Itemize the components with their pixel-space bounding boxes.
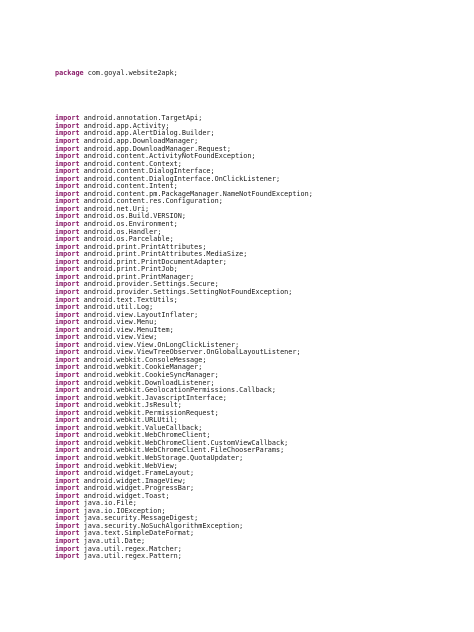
import-path: java.text.SimpleDateFormat; xyxy=(83,529,195,538)
import-keyword: import xyxy=(55,469,80,478)
import-keyword: import xyxy=(55,537,80,545)
import-path: android.view.ViewTreeObserver.OnGlobalLayoutListener; xyxy=(83,348,301,357)
import-keyword: import xyxy=(55,446,80,455)
import-keyword: import xyxy=(55,280,80,289)
import-keyword: import xyxy=(55,144,80,153)
import-path: android.print.PrintAttributes; xyxy=(83,242,207,251)
import-path: java.util.regex.Pattern; xyxy=(83,552,182,561)
import-path: android.webkit.JavascriptInterface; xyxy=(83,393,227,402)
import-keyword: import xyxy=(55,318,80,327)
import-keyword: import xyxy=(55,363,80,372)
import-path: android.webkit.CookieManager; xyxy=(83,363,203,372)
import-path: android.content.DialogInterface.OnClickListener; xyxy=(83,174,281,183)
import-keyword: import xyxy=(55,129,80,138)
import-path: android.text.TextUtils; xyxy=(83,295,178,304)
import-keyword: import xyxy=(55,355,80,364)
import-path: android.util.Log; xyxy=(83,303,154,312)
import-keyword: import xyxy=(55,227,80,236)
import-keyword: import xyxy=(55,295,80,304)
import-path: android.content.Context; xyxy=(83,159,182,168)
import-keyword: import xyxy=(55,484,80,493)
import-keyword: import xyxy=(55,514,80,523)
import-path: android.view.Menu; xyxy=(83,318,158,327)
import-path: java.security.NoSuchAlgorithmException; xyxy=(83,521,244,530)
import-path: android.webkit.WebChromeClient.CustomViewCallback; xyxy=(83,438,289,447)
import-path: java.util.regex.Matcher; xyxy=(83,544,182,553)
import-path: java.security.MessageDigest; xyxy=(83,514,199,523)
import-path: android.provider.Settings.SettingNotFoundException; xyxy=(83,287,293,296)
import-path: android.webkit.WebStorage.QuotaUpdater; xyxy=(83,453,244,462)
import-path: android.content.ActivityNotFoundException; xyxy=(83,152,256,161)
import-path: android.webkit.WebChromeClient; xyxy=(83,431,211,440)
import-path: android.app.DownloadManager.Request; xyxy=(83,144,231,153)
import-path: android.print.PrintDocumentAdapter; xyxy=(83,257,227,266)
import-path: android.print.PrintManager; xyxy=(83,272,195,281)
import-keyword: import xyxy=(55,521,80,530)
import-path: android.app.DownloadManager; xyxy=(83,137,199,146)
import-keyword: import xyxy=(55,340,80,349)
import-path: java.io.File; xyxy=(83,499,137,508)
import-path: android.provider.Settings.Secure; xyxy=(83,280,219,289)
import-path: android.print.PrintAttributes.MediaSize; xyxy=(83,250,248,259)
import-path: android.webkit.ValueCallback; xyxy=(83,423,203,432)
import-path: android.view.View.OnLongClickListener; xyxy=(83,340,240,349)
blank-line xyxy=(55,93,313,101)
import-keyword: import xyxy=(55,499,80,508)
import-path: android.webkit.DownloadListener; xyxy=(83,378,215,387)
import-keyword: import xyxy=(55,204,80,213)
import-path: android.view.LayoutInflater; xyxy=(83,310,199,319)
import-path: android.net.Uri; xyxy=(83,204,150,213)
import-path: android.app.Activity; xyxy=(83,121,170,130)
import-path: android.os.Handler; xyxy=(83,227,162,236)
import-path: android.webkit.PermissionRequest; xyxy=(83,408,219,417)
import-keyword: import xyxy=(55,235,80,244)
import-keyword: import xyxy=(55,386,80,395)
import-keyword: import xyxy=(55,152,80,161)
import-path: android.widget.ImageView; xyxy=(83,476,186,485)
import-keyword: import xyxy=(55,174,80,183)
import-keyword: import xyxy=(55,431,80,440)
import-keyword: import xyxy=(55,506,80,515)
import-path: android.webkit.WebChromeClient.FileChooserParams; xyxy=(83,446,285,455)
import-keyword: import xyxy=(55,220,80,229)
import-keyword: import xyxy=(55,250,80,259)
import-keyword: import xyxy=(55,438,80,447)
import-keyword: import xyxy=(55,212,80,221)
package-keyword: package xyxy=(55,69,84,78)
import-path: android.webkit.CookieSyncManager; xyxy=(83,370,219,379)
import-path: android.view.View; xyxy=(83,333,158,342)
import-path: android.webkit.URLUtil; xyxy=(83,416,178,425)
import-keyword: import xyxy=(55,114,80,123)
import-path: android.print.PrintJob; xyxy=(83,265,178,274)
import-path: android.webkit.GeolocationPermissions.Callback; xyxy=(83,386,276,395)
import-path: android.os.Environment; xyxy=(83,220,178,229)
import-keyword: import xyxy=(55,423,80,432)
import-path: android.webkit.WebView; xyxy=(83,461,178,470)
import-keyword: import xyxy=(55,476,80,485)
import-keyword: import xyxy=(55,401,80,410)
import-keyword: import xyxy=(55,159,80,168)
import-path: android.os.Build.VERSION; xyxy=(83,212,186,221)
import-path: android.os.Parcelable; xyxy=(83,235,174,244)
import-path: java.util.Date; xyxy=(83,537,146,545)
import-keyword: import xyxy=(55,310,80,319)
import-path: android.content.Intent; xyxy=(83,182,178,191)
import-path: android.annotation.TargetApi; xyxy=(83,114,203,123)
imports-list xyxy=(55,115,313,560)
import-path: android.view.MenuItem; xyxy=(83,325,174,334)
import-keyword: import xyxy=(55,333,80,342)
import-path: java.io.IOException; xyxy=(83,506,166,515)
import-keyword: import xyxy=(55,257,80,266)
import-path: android.webkit.JsResult; xyxy=(83,401,182,410)
import-keyword: import xyxy=(55,416,80,425)
import-keyword: import xyxy=(55,167,80,176)
import-keyword: import xyxy=(55,182,80,191)
import-keyword: import xyxy=(55,137,80,146)
import-path: android.widget.Toast; xyxy=(83,491,170,500)
import-keyword: import xyxy=(55,242,80,251)
import-keyword: import xyxy=(55,529,80,538)
import-keyword: import xyxy=(55,303,80,312)
import-keyword: import xyxy=(55,325,80,334)
import-keyword: import xyxy=(55,544,80,553)
import-line xyxy=(55,553,313,561)
import-keyword: import xyxy=(55,378,80,387)
import-path: android.content.DialogInterface; xyxy=(83,167,215,176)
package-declaration xyxy=(55,70,313,78)
import-keyword: import xyxy=(55,491,80,500)
import-keyword: import xyxy=(55,121,80,130)
import-keyword: import xyxy=(55,265,80,274)
import-path: android.widget.FrameLayout; xyxy=(83,469,195,478)
import-keyword: import xyxy=(55,348,80,357)
import-keyword: import xyxy=(55,197,80,206)
import-keyword: import xyxy=(55,408,80,417)
import-path: android.content.pm.PackageManager.NameNotFoundException; xyxy=(83,189,313,198)
import-keyword: import xyxy=(55,393,80,402)
import-keyword: import xyxy=(55,287,80,296)
import-keyword: import xyxy=(55,453,80,462)
import-path: android.app.AlertDialog.Builder; xyxy=(83,129,215,138)
import-path: android.webkit.ConsoleMessage; xyxy=(83,355,207,364)
import-keyword: import xyxy=(55,370,80,379)
import-keyword: import xyxy=(55,461,80,470)
code-block xyxy=(55,55,313,576)
import-path: android.widget.ProgressBar; xyxy=(83,484,195,493)
import-keyword: import xyxy=(55,189,80,198)
import-keyword: import xyxy=(55,552,80,561)
import-path: android.content.res.Configuration; xyxy=(83,197,223,206)
import-keyword: import xyxy=(55,272,80,281)
package-name: com.goyal.website2apk; xyxy=(87,69,178,78)
